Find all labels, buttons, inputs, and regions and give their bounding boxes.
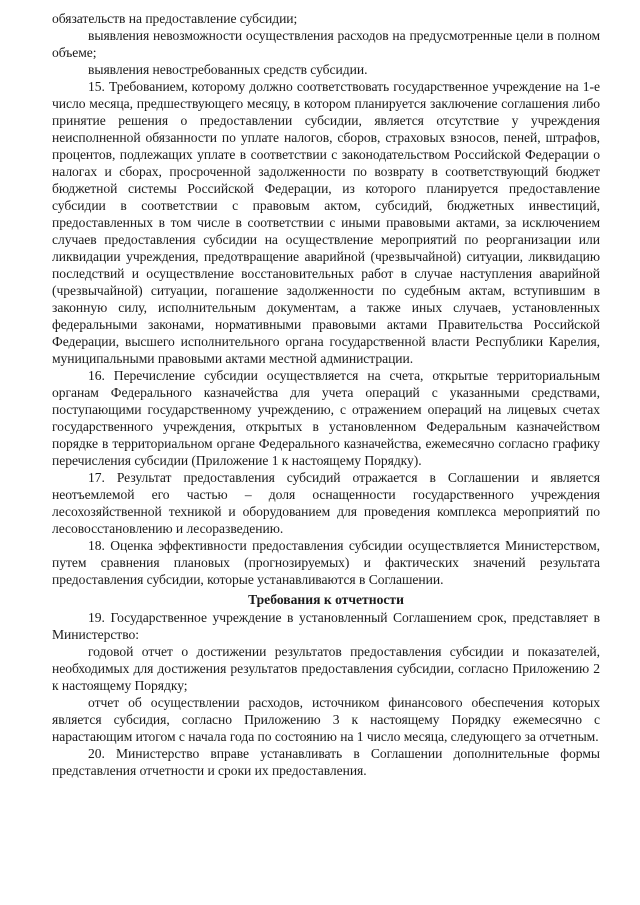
paragraph-15: 15. Требованием, которому должно соответствовать государственное учреждение на 1-е число месяца, предшествующего месяцу, в котором планируется заключение соглашения либо принятие решения о предоставлении субсидии, является отсутствие у учреждения неисполненной обязанности по уплате налогов, сборов, страховых взносов, пеней, штрафов, процентов, подлежащих уплате в соответствии с законодательством Российской Федерации о налогах и сборах, просроченной задолженности по возврату в соответствующий бюджет бюджетной системы Российской Федерации, из которого планируется предоставление субсидии в соответствии с правовым актом, субсидий, бюджетных инвестиций, предоставленных в том числе в соответствии с иными правовыми актами, за исключением случаев предоставления субсидии на осуществление мероприятий по реорганизации или ликвидации учреждения, предотвращение аварийной (чрезвычайной) ситуации, ликвидацию последствий и осуществление восстановительных работ в случае наступления аварийной (чрезвычайной) ситуации, погашение задолженности по судебным актам, вступившим в законную силу, исполнительным документам, а также иных случаев, установленных федеральными законами, нормативными правовыми актами Правительства Российской Федерации, высшего исполнительного органа государственной власти Республики Карелия, муниципальными правовыми актами местной администрации. xyxy=(52,79,600,366)
paragraph-obligations: обязательств на предоставление субсидии; xyxy=(52,11,298,26)
paragraph-16: 16. Перечисление субсидии осуществляется на счета, открытые территориальным органам Федерального казначейства для учета операций с указанными средствами, поступающими государственному учреждению, с отражением операций на лицевых счетах государственного учреждения, открытых в установленном Федеральным казначейством порядке в территориальном органе Федерального казначейства, ежемесячно согласно графику перечисления субсидии (Приложение 1 к настоящему Порядку). xyxy=(52,368,600,468)
paragraph-18: 18. Оценка эффективности предоставления субсидии осуществляется Министерством, путем сравнения плановых (прогнозируемых) и фактических значений результата предоставления субсидии, которые устанавливаются в Соглашении. xyxy=(52,538,600,587)
paragraph-17: 17. Результат предоставления субсидий отражается в Соглашении и является неотъемлемой его частью – доля оснащенности государственного учреждения лесохозяйственной техникой и оборудованием для проведения комплекса мероприятий по лесовосстановлению и лесоразведению. xyxy=(52,470,600,536)
paragraph-annual-report: годовой отчет о достижении результатов предоставления субсидии и показателей, необходимых для достижения результатов предоставления субсидии, согласно Приложению 2 к настоящему Порядку; xyxy=(52,644,600,693)
paragraph-impossibility: выявления невозможности осуществления расходов на предусмотренные цели в полном объеме; xyxy=(52,28,600,60)
paragraph-unclaimed-funds: выявления невостребованных средств субсидии. xyxy=(88,62,368,77)
paragraph-20: 20. Министерство вправе устанавливать в Соглашении дополнительные формы представления отчетности и сроки их предоставления. xyxy=(52,746,600,778)
section-heading: Требования к отчетности xyxy=(248,592,404,607)
paragraph-19: 19. Государственное учреждение в установленный Соглашением срок, представляет в Министерство: xyxy=(52,610,600,642)
paragraph-expense-report: отчет об осуществлении расходов, источником финансового обеспечения которых является субсидия, согласно Приложению 3 к настоящему Порядку ежемесячно с нарастающим итогом с начала года по состоянию на 1 число месяца, следующего за отчетным. xyxy=(52,695,600,744)
